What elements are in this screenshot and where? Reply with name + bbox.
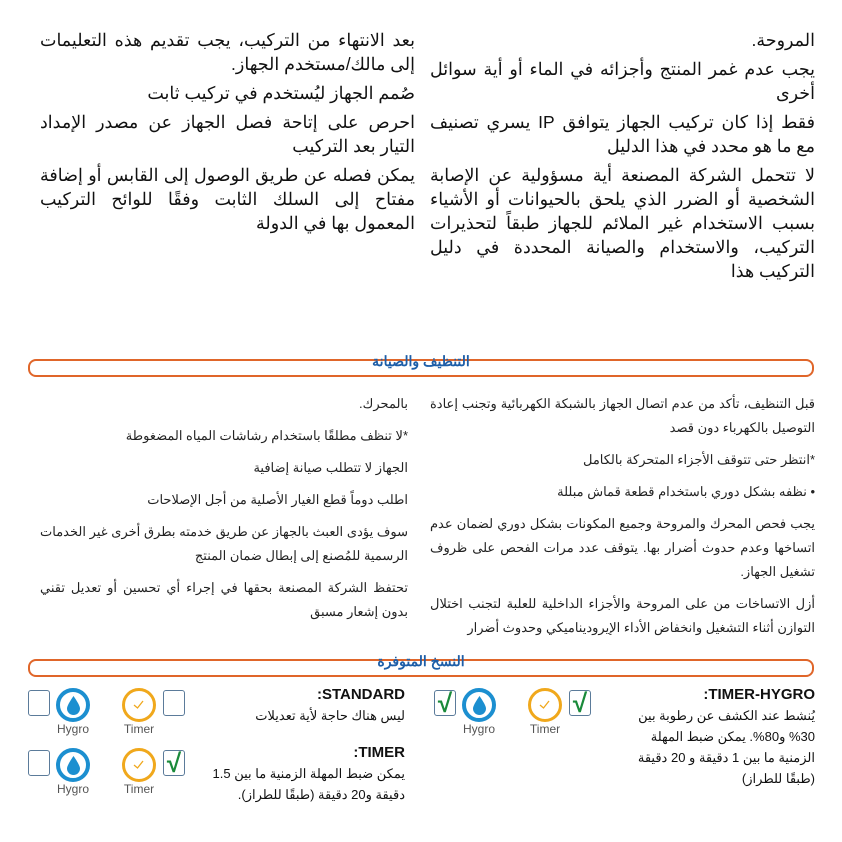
paragraph: يمكن فصله عن طريق الوصول إلى القابس أو إضافة مفتاح إلى السلك الثابت وفقًا للوائح التركيب المعمول بها في الدولة xyxy=(40,165,415,233)
timer-checkbox: √ xyxy=(569,690,591,716)
version-name: :TIMER xyxy=(353,744,405,761)
hygro-drop-icon xyxy=(56,688,90,722)
paragraph: *انتظر حتى تتوقف الأجزاء المتحركة بالكامل xyxy=(582,452,815,467)
paragraph: صُمم الجهاز ليُستخدم في تركيب ثابت xyxy=(147,83,415,103)
hygro-drop-icon xyxy=(462,688,496,722)
version-description: يُنشط عند الكشف عن رطوبة بين 30% و80%. يمكن ضبط المهلة الزمنية ما بين 1 دقيقة و 20 دقيقة (طبقًا للطراز) xyxy=(637,708,815,786)
timer-label: Timer xyxy=(529,722,561,736)
paragraph: • نظفه بشكل دوري باستخدام قطعة قماش مبللة xyxy=(557,484,815,499)
paragraph: بالمحرك. xyxy=(359,396,408,411)
versions-section-header xyxy=(28,653,814,677)
timer-clock-icon xyxy=(122,688,156,722)
icons-row xyxy=(434,688,604,738)
hygro-checkbox xyxy=(28,750,50,776)
paragraph: المروحة. xyxy=(751,30,815,50)
version-name: :STANDARD xyxy=(316,686,405,703)
paragraph: احرص على إتاحة فصل الجهاز عن مصدر الإمداد التيار بعد التركيب xyxy=(40,112,415,156)
version-description: يمكن ضبط المهلة الزمنية ما بين 1.5 دقيقة و20 دقيقة (طبقًا للطراز). xyxy=(212,766,405,802)
timer-clock-icon xyxy=(122,748,156,782)
cleaning-right-column xyxy=(430,392,815,648)
intro-left-column xyxy=(40,28,415,240)
paragraph: بعد الانتهاء من التركيب، يجب تقديم هذه التعليمات إلى مالك/مستخدم الجهاز. xyxy=(40,30,415,74)
hygro-checkbox xyxy=(28,690,50,716)
cleaning-left-column xyxy=(40,392,408,632)
hygro-label: Hygro xyxy=(56,782,89,796)
section-title: التنظيف والصيانة xyxy=(372,353,470,369)
paragraph: يجب فحص المحرك والمروحة وجميع المكونات بشكل دوري لضمان عدم اتساخها وعدم حدوث أضرار بها. يتوقف عدد مرات الفحص على ظروف تشغيل الجهاز. xyxy=(430,516,815,579)
paragraph: لا تتحمل الشركة المصنعة أية مسؤولية عن الإصابة الشخصية أو الضرر الذي يلحق بالحيوانات أو الأشياء بسبب الاستخدام غير الملائم للجهاز طبقاً لتحذيرات التركيب، والاستخدام والصيانة المحددة في دليل التركيب هذا xyxy=(430,165,815,281)
timer-label: Timer xyxy=(123,722,155,736)
icons-row xyxy=(28,688,198,738)
paragraph: سوف يؤدى العبث بالجهاز عن طريق خدمته بطرق أخرى غير الخدمات الرسمية للمُصنع إلى إبطال ضمان المنتج xyxy=(40,524,408,563)
paragraph: *لا تنظف مطلقًا باستخدام رشاشات المياه المضغوطة xyxy=(125,428,408,443)
version-timer xyxy=(210,742,405,805)
cleaning-section-header xyxy=(28,353,814,377)
paragraph: أزل الاتساخات من على المروحة والأجزاء الداخلية للعلبة لتجنب اختلال التوازن أثناء التشغيل وانخفاض الأداء الإيروديناميكي وحدوث أضرار xyxy=(430,596,815,635)
hygro-label: Hygro xyxy=(462,722,495,736)
timer-clock-icon xyxy=(528,688,562,722)
hygro-checkbox: √ xyxy=(434,690,456,716)
paragraph: اطلب دوماً قطع الغيار الأصلية من أجل الإصلاحات xyxy=(147,492,408,507)
paragraph: يجب عدم غمر المنتج وأجزائه في الماء أو أية سوائل أخرى xyxy=(430,59,815,103)
hygro-label: Hygro xyxy=(56,722,89,736)
version-description: ليس هناك حاجة لأية تعديلات xyxy=(255,708,405,723)
timer-checkbox xyxy=(163,690,185,716)
intro-right-column xyxy=(430,28,815,288)
timer-label: Timer xyxy=(123,782,155,796)
paragraph: تحتفظ الشركة المصنعة بحقها في إجراء أي تحسين أو تعديل تقني بدون إشعار مسبق xyxy=(40,580,408,619)
paragraph: قبل التنظيف، تأكد من عدم اتصال الجهاز بالشبكة الكهربائية وتجنب إعادة التوصيل بالكهرباء دون قصد xyxy=(430,396,815,435)
paragraph: فقط إذا كان تركيب الجهاز يتوافق IP يسري تصنيف مع ما هو محدد في هذا الدليل xyxy=(430,112,815,156)
version-standard xyxy=(210,684,405,726)
version-name: :TIMER-HYGRO xyxy=(703,686,815,703)
paragraph: الجهاز لا تتطلب صيانة إضافية xyxy=(253,460,408,475)
timer-checkbox: √ xyxy=(163,750,185,776)
version-timer-hygro xyxy=(612,684,815,789)
hygro-drop-icon xyxy=(56,748,90,782)
icons-row xyxy=(28,748,198,798)
section-title: النسخ المتوفرة xyxy=(377,653,465,669)
